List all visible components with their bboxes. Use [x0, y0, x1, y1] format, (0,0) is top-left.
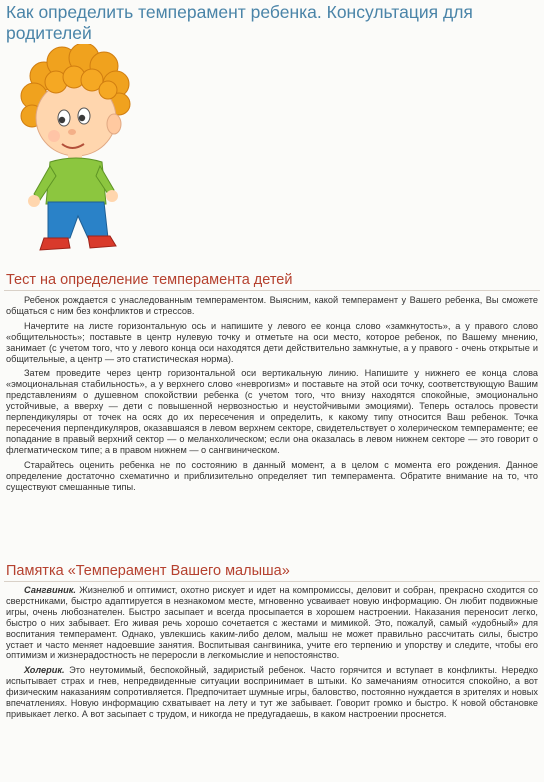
temperament-description: Это неутомимый, беспокойный, задиристый ребенок. Часто горячится и вступает в конфликты. Нередко испытывает страх и гнев, непредвиденные ситуации воспринимает в штыки. Ко замечаниям относится спокойно, а вот физическим наказаниям сопротивляется. Предпочитает шумные игры, баловство, постоянно нуждается в зрителях и новых впечатлениях. Новую информацию схватывает на лету и тут же забывает. Говорит громко и быстро. К новой обстановке привыкает легко. А вот засыпает с трудом, и никогда не предугадаешь, в каком настроении проснется. [6, 665, 538, 719]
temperament-description: Жизнелюб и оптимист, охотно рискует и идет на компромиссы, деловит и собран, прекрасно сходится со сверстниками, быстро адаптируется в незнакомом месте, мгновенно усваивает новую информацию. Он любит подвижные игры, очень любознателен. Быстро засыпает и всегда просыпается в хорошем настроении. Наказания переносит легко, быстро о них забывает. Его живая речь хорошо сочетается с жестами и мимикой. Это, пожалуй, самый «удобный» для воспитания темперамент. Однако, увлекшись каким-либо делом, малыш не может правильно рассчитать силы, быстро устает и часто меняет надоевшие занятия. Воспитывая сангвиника, учите его терпению и упорству и следите, чтобы его оптимизм и жизнерадостность не переросли в легкомыслие и непостоянство. [6, 585, 538, 661]
memo-section-title: Памятка «Темперамент Вашего малыша» [6, 563, 290, 579]
test-section-title: Тест на определение темперамента детей [6, 272, 293, 288]
boy-illustration [4, 44, 152, 262]
section-divider [4, 581, 540, 582]
paragraph: Ребенок рождается с унаследованным темпераментом. Выясним, какой темперамент у Вашего ребенка, Вы сможете общаться с ним без конфликтов и стрессов. [6, 295, 538, 316]
page-title: Как определить темперамент ребенка. Консультация для родителей [6, 2, 473, 43]
memo-section-body [6, 585, 538, 720]
temperament-item [6, 665, 538, 720]
paragraph: Начертите на листе горизонтальную ось и напишите у левого ее конца слово «замкнутость», а у правого слово «общительность»; поставьте в центр нулевую точку и отметьте на оси место, которое ребенок, по Вашему мнению, занимает (с учетом того, что у левого конца оси находятся дети действительно замкнутые, а у правого - очень открытые и общительные, а центр — это статистическая норма). [6, 320, 538, 364]
temperament-term: Сангвиник. [24, 585, 76, 595]
paragraph: Затем проведите через центр горизонтальной оси вертикальную линию. Напишите у нижнего ее конца слова «эмоциональная стабильность», а у верхнего слово «неврогизм» и поставьте на этой оси точку, соответствующую Вашим представлениям о душевном спокойствии ребенка (с учетом того, что внизу находятся спокойные, эмоционально устойчивые, а вверху — дети с повышенной нервозностью и неустойчивыми эмоциями). Теперь осталось провести перпендикуляры от точек на осях до их пересечения и определить, к какому типу относится Ваш ребенок. Точка пересечения перпендикуляров, оказавшаяся в левом верхнем секторе, свидетельствует о холерическом темпераменте; ее попадание в правый верхний сектор — о меланхолическом; если она оказалась в левом нижнем секторе — это говорит о флегматическом типе; а в правом нижнем — о сангвиническом. [6, 368, 538, 455]
temperament-item [6, 585, 538, 661]
paragraph: Старайтесь оценить ребенка не по состоянию в данный момент, а в целом с момента его рождения. Данное определение достаточно схематично и приблизительно определяет тип темперамента. Обратите внимание на то, что существуют смешанные типы. [6, 459, 538, 492]
test-section-body [6, 295, 538, 492]
section-divider [4, 290, 540, 291]
temperament-term: Холерик. [24, 665, 65, 676]
